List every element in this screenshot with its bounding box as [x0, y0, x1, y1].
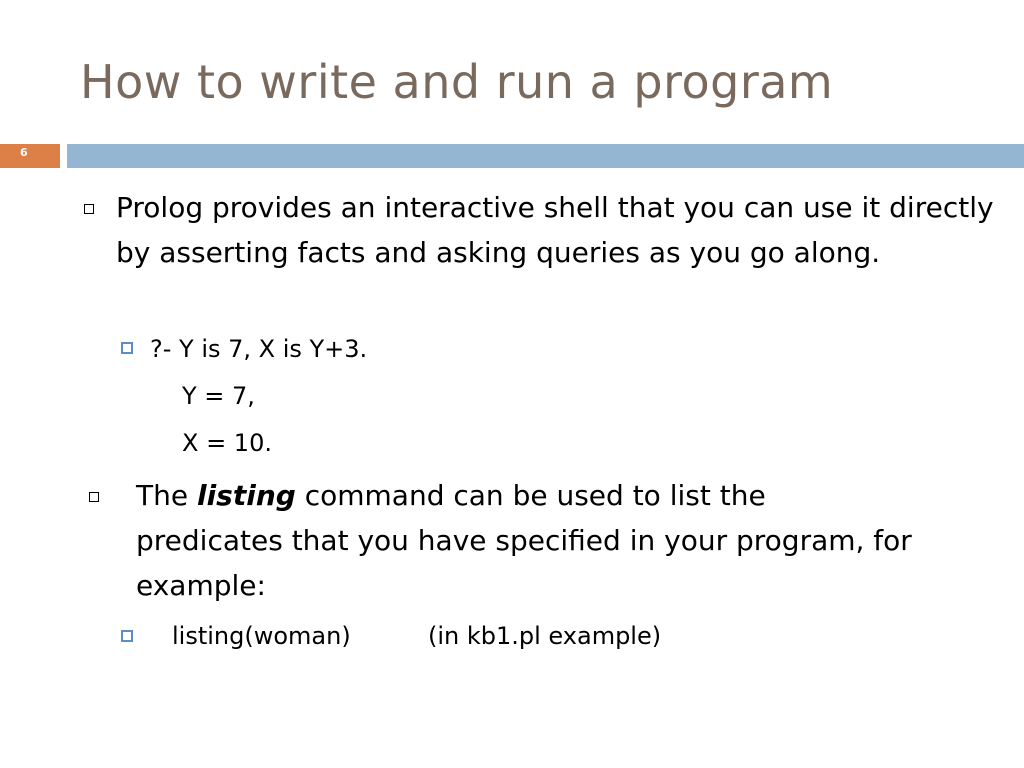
sub-bullet-square-icon [121, 630, 133, 642]
query-result-y: Y = 7, [182, 382, 255, 410]
slide-title: How to write and run a program [80, 55, 834, 109]
query-line: ?- Y is 7, X is Y+3. [150, 335, 368, 363]
slide-number-box [0, 144, 60, 168]
bullet-text-shell: Prolog provides an interactive shell that you can use it directly by asserting facts and asking queries as you go along. [116, 191, 994, 269]
sub-bullet-square-icon [121, 342, 133, 354]
bullet-square-icon [89, 492, 99, 502]
listing-text-after: command can be used to list the predicates that you have specified in your program, for example: [136, 479, 912, 602]
listing-text-before: The [136, 479, 197, 512]
listing-note: (in kb1.pl example) [428, 622, 662, 650]
query-result-x: X = 10. [182, 429, 272, 457]
title-divider-bar [67, 144, 1024, 168]
bullet-square-icon [84, 204, 94, 214]
listing-command: listing(woman) [172, 622, 351, 650]
listing-keyword: listing [196, 479, 296, 512]
bullet-text-listing [136, 473, 916, 608]
slide-number: 6 [20, 146, 28, 159]
